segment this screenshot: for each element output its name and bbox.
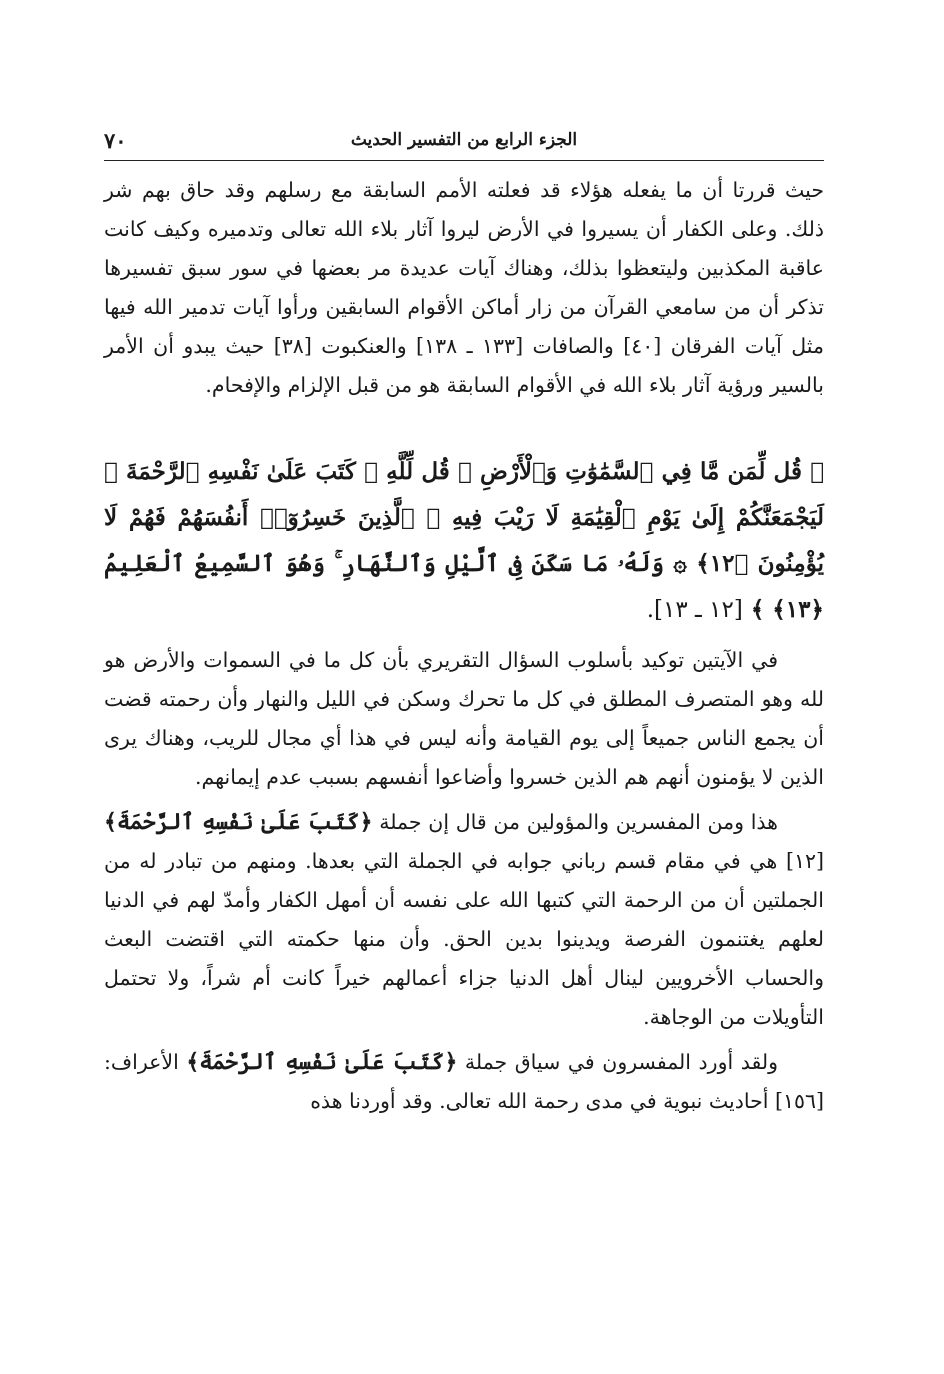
paragraph-4-text-b: الأعراف: [١٥٦] أحاديث نبوية في مدى رحمة الله تعالى. وقد أوردنا هذه	[104, 1050, 824, 1113]
book-page	[104, 122, 824, 1121]
quran-verse: ﴿ قُل لِّمَن مَّا فِي ٱلسَّمَٰوَٰتِ وَٱلْأَرْضِ ۖ قُل لِّلَّهِ ۚ كَتَبَ عَلَىٰ نَفْسِهِ ٱلرَّحْمَةَ ۚ لَيَجْمَعَنَّكُمْ إِلَىٰ يَوْمِ ٱلْقِيَٰمَةِ لَا رَيْبَ فِيهِ ۚ ٱلَّذِينَ خَسِرُوٓا۟ أَنفُسَهُمْ فَهُمْ لَا يُؤْمِنُونَ ﴿١٢﴾ ۞ وَلَهُۥ مَا سَكَنَ فِى ٱلَّيْلِ وَٱلنَّهَارِ ۚ وَهُوَ ٱلسَّمِيعُ ٱلْعَلِيمُ ﴿١٣﴾ ﴾	[104, 458, 824, 623]
quran-verse-block	[104, 449, 824, 633]
verse-reference: [١٢ ـ ١٣].	[646, 597, 743, 623]
inline-verse-quote-2: ﴿كَتَبَ عَلَىٰ نَفْسِهِ ٱلرَّحْمَةَ﴾	[186, 1049, 458, 1075]
paragraph-3-text-b: [١٢] هي في مقام قسم رباني جوابه في الجملة التي بعدها. ومنهم من تبادر له من الجملتين أن من الرحمة التي كتبها الله على نفسه أن أمهل الكفار وأمدّ لهم في الدنيا لعلهم يغتنمون الفرصة ويدينوا بدين الحق. وأن منها حكمته التي اقتضت البعث والحساب الأخرويين لينال أهل الدنيا جزاء أعمالهم خيراً كانت أم شراً، ولا تحتمل التأويلات من الوجاهة.	[104, 849, 824, 1029]
paragraph-3-text-a: هذا ومن المفسرين والمؤولين من قال إن جملة	[379, 810, 778, 834]
paragraph-2: في الآيتين توكيد بأسلوب السؤال التقريري بأن كل ما في السموات والأرض هو لله وهو المتصرف المطلق في كل ما تحرك وسكن في الليل والنهار وأن رحمته قضت أن يجمع الناس جميعاً إلى يوم القيامة وأنه ليس في هذا أي مجال للريب، وهناك يرى الذين لا يؤمنون أنهم هم الذين خسروا وأضاعوا أنفسهم بسبب عدم إيمانهم.	[104, 648, 824, 789]
paragraph-1: حيث قررتا أن ما يفعله هؤلاء قد فعلته الأمم السابقة مع رسلهم وقد حاق بهم شر ذلك. وعلى الكفار أن يسيروا في الأرض ليروا آثار بلاء الله تعالى وتدميره وكيف كانت عاقبة المكذبين وليتعظوا بذلك، وهناك آيات عديدة مر بعضها في سور سبق تفسيرها تذكر أن من سامعي القرآن من زار أماكن الأقوام السابقين ورأوا آيات تدمير الله فيها مثل آيات الفرقان [٤٠] والصافات [١٣٣ ـ ١٣٨] والعنكبوت [٣٨] حيث يبدو أن الأمر بالسير ورؤية آثار بلاء الله في الأقوام السابقة هو من قبل الإلزام والإفحام.	[104, 178, 824, 397]
inline-verse-quote-1: ﴿كَتَبَ عَلَىٰ نَفْسِهِ ٱلرَّحْمَةَ﴾	[104, 809, 373, 835]
body-text	[104, 171, 824, 1121]
header-title: الجزء الرابع من التفسير الحديث	[350, 130, 578, 150]
page-number: ٧٠	[104, 128, 127, 153]
paragraph-4	[104, 1043, 824, 1121]
paragraph-4-text-a: ولقد أورد المفسرون في سياق جملة	[464, 1050, 778, 1074]
paragraph-3	[104, 803, 824, 1037]
running-header	[104, 122, 824, 161]
